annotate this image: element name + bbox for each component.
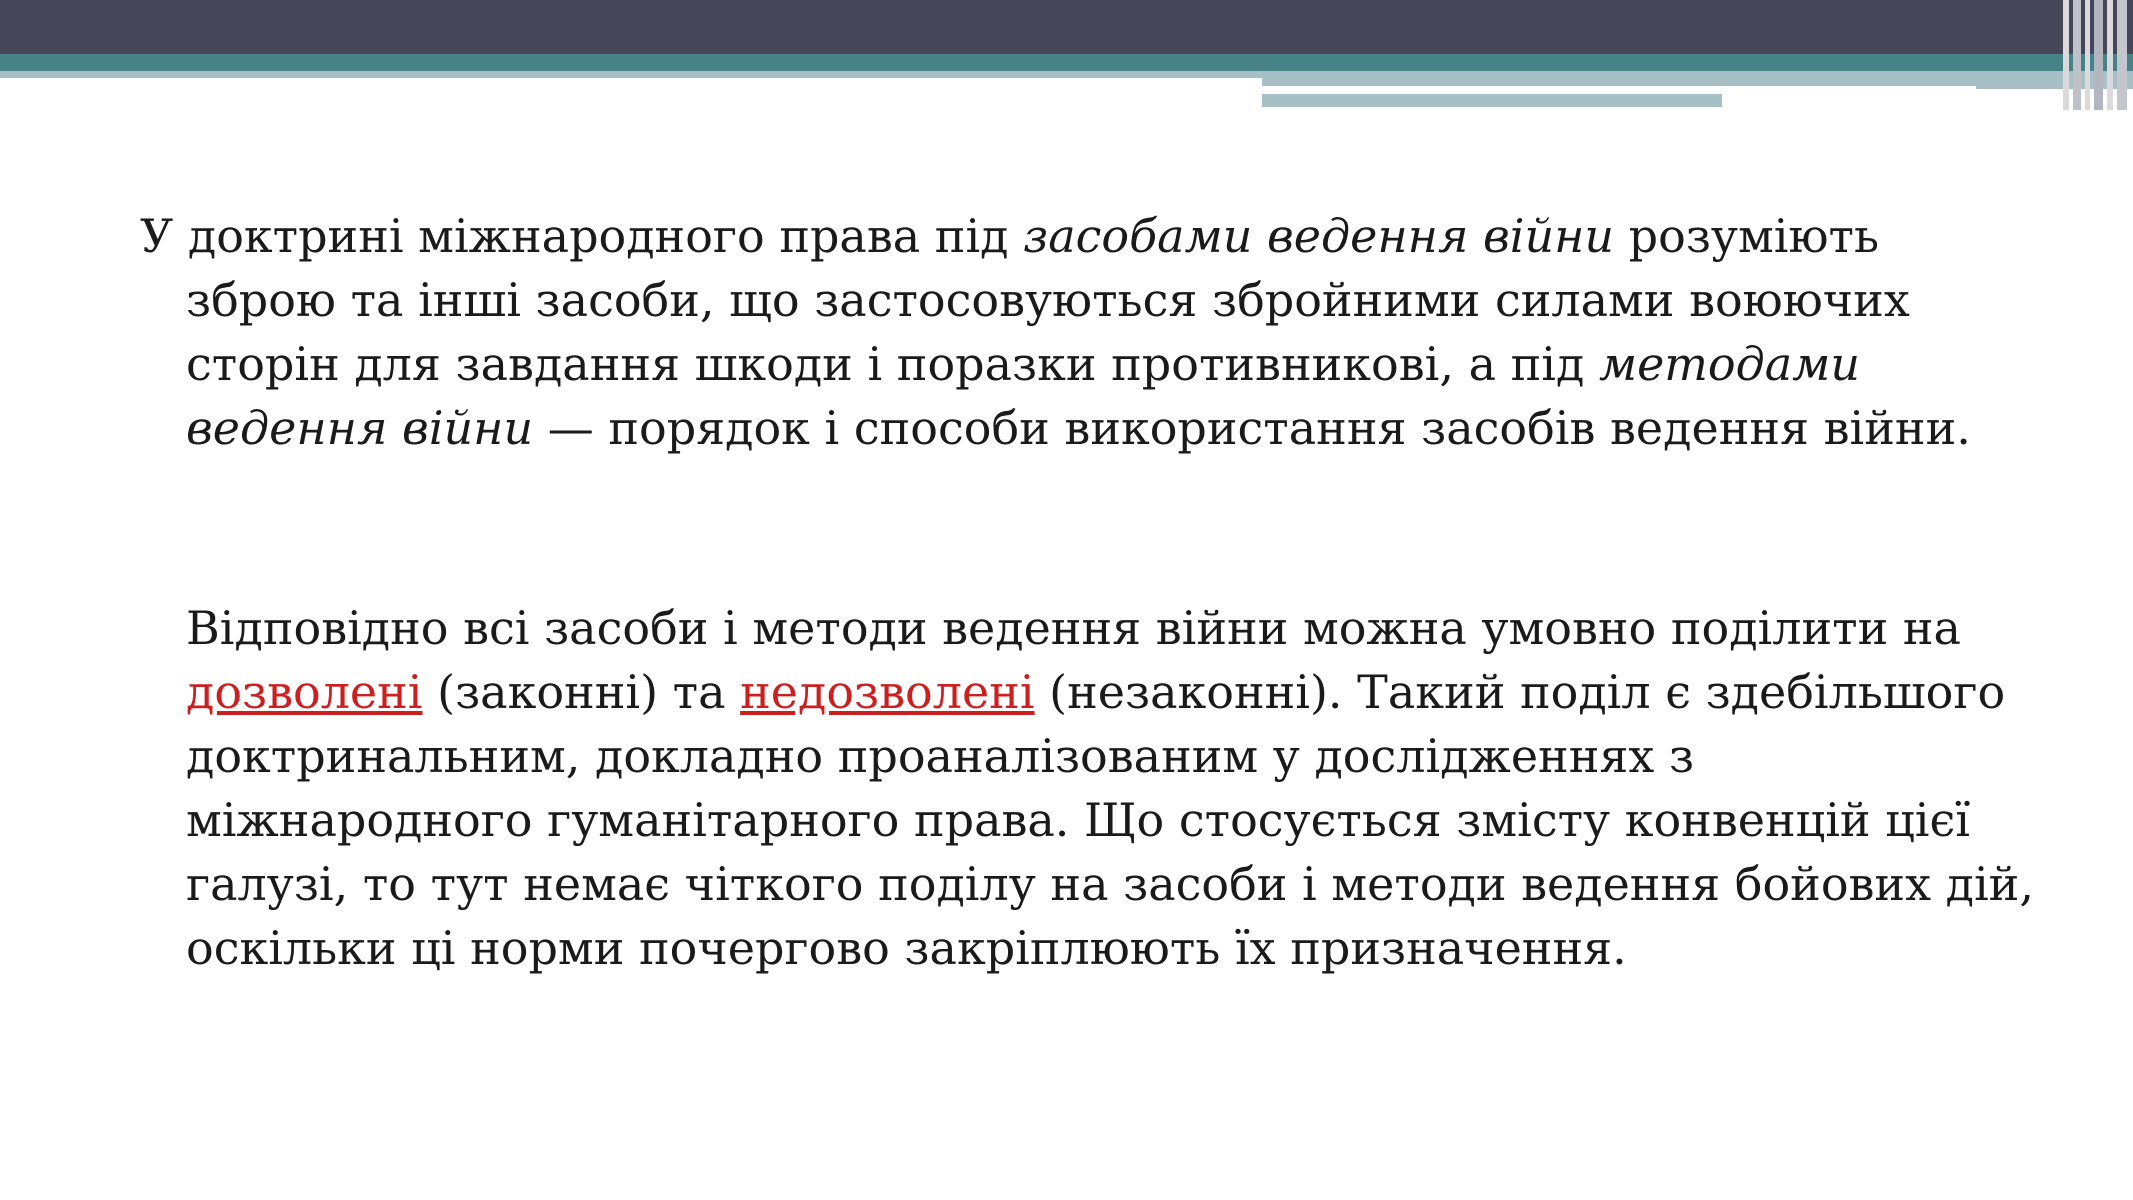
paragraph-text: розуміють зброю та інші засоби, що застосовуються збройними силами воюючих сторін для завдання шкоди і поразки противникові, а під	[186, 209, 1910, 391]
term-prohibited: недозволені	[740, 665, 1035, 719]
header-band-teal	[0, 54, 2133, 71]
paragraph-text: (незаконні). Такий поділ є здебільшого доктринальним, докладно проаналізованим у дослідженнях з міжнародного гуманітарного права. Що стосується змісту конвенцій цієї галузі, то тут немає чіткого поділу на засоби і методи ведення бойових дій, оскільки ці норми почергово закріплюють їх призначення.	[186, 665, 2034, 975]
paragraph-classification	[140, 596, 2040, 980]
header-band-dark	[0, 0, 2133, 54]
term-permitted: дозволені	[186, 665, 423, 719]
paragraph-text: доктрині міжнародного права під	[173, 209, 1024, 263]
header-vertical-stripes	[2063, 0, 2133, 110]
header-band-light-left	[0, 71, 1262, 78]
paragraph-text: — порядок і способи використання засобів ведення війни.	[533, 401, 1971, 455]
header-white-line	[1262, 86, 1976, 90]
paragraph-bullet: У	[140, 209, 174, 263]
paragraph-definition	[140, 204, 2040, 460]
term-methods-of-warfare: методами ведення війни	[186, 337, 1860, 455]
header-band-light-lower	[1262, 94, 1722, 107]
paragraph-text: (законні) та	[422, 665, 741, 719]
term-means-of-warfare: засобами ведення війни	[1023, 209, 1615, 263]
paragraph-text: Відповідно всі засоби і методи ведення війни можна умовно поділити на	[186, 601, 1961, 655]
